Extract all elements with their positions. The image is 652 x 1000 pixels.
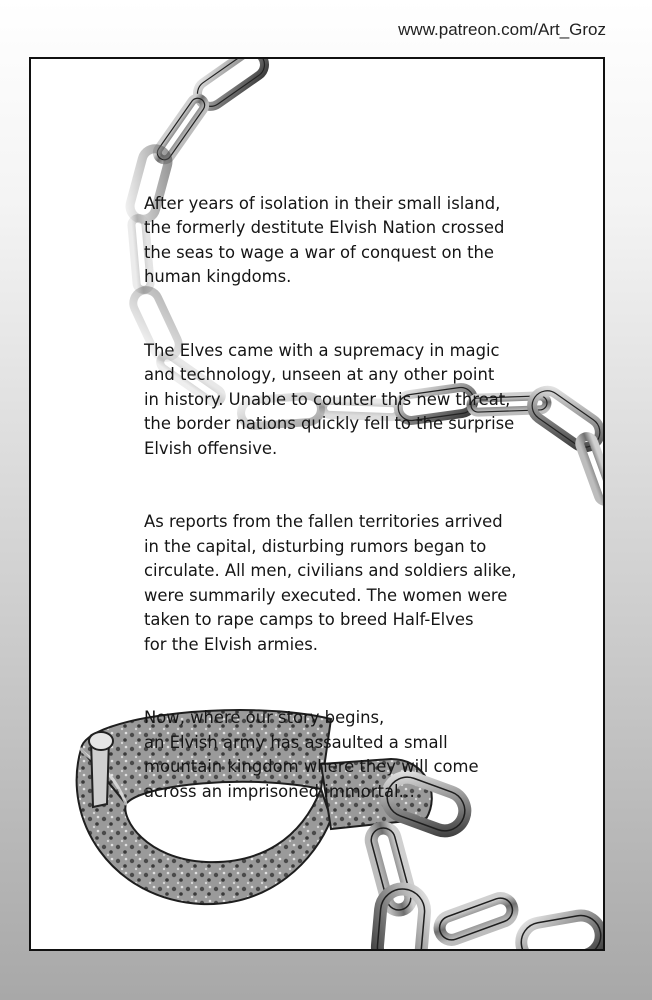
patreon-credit: www.patreon.com/Art_Groz <box>398 20 606 39</box>
comic-panel <box>29 57 605 951</box>
story-paragraph: As reports from the fallen territories arrived in the capital, disturbing rumors began to circulate. All men, civilians and soldiers alike, were summarily executed. The women were taken to rape camps to breed Half-Elves for the Elvish armies. <box>144 512 517 654</box>
story-paragraph: Now, where our story begins, an Elvish army has assaulted a small mountain kingdom where they will come across an imprisoned immortal… <box>144 708 479 801</box>
story-paragraph: The Elves came with a supremacy in magic and technology, unseen at any other point in history. Unable to counter this new threat, the border nations quickly fell to the surprise Elvish offensive. <box>144 340 515 458</box>
story-text <box>144 167 564 853</box>
story-paragraph: After years of isolation in their small island, the formerly destitute Elvish Nation crossed the seas to wage a war of conquest on the human kingdoms. <box>144 193 505 286</box>
